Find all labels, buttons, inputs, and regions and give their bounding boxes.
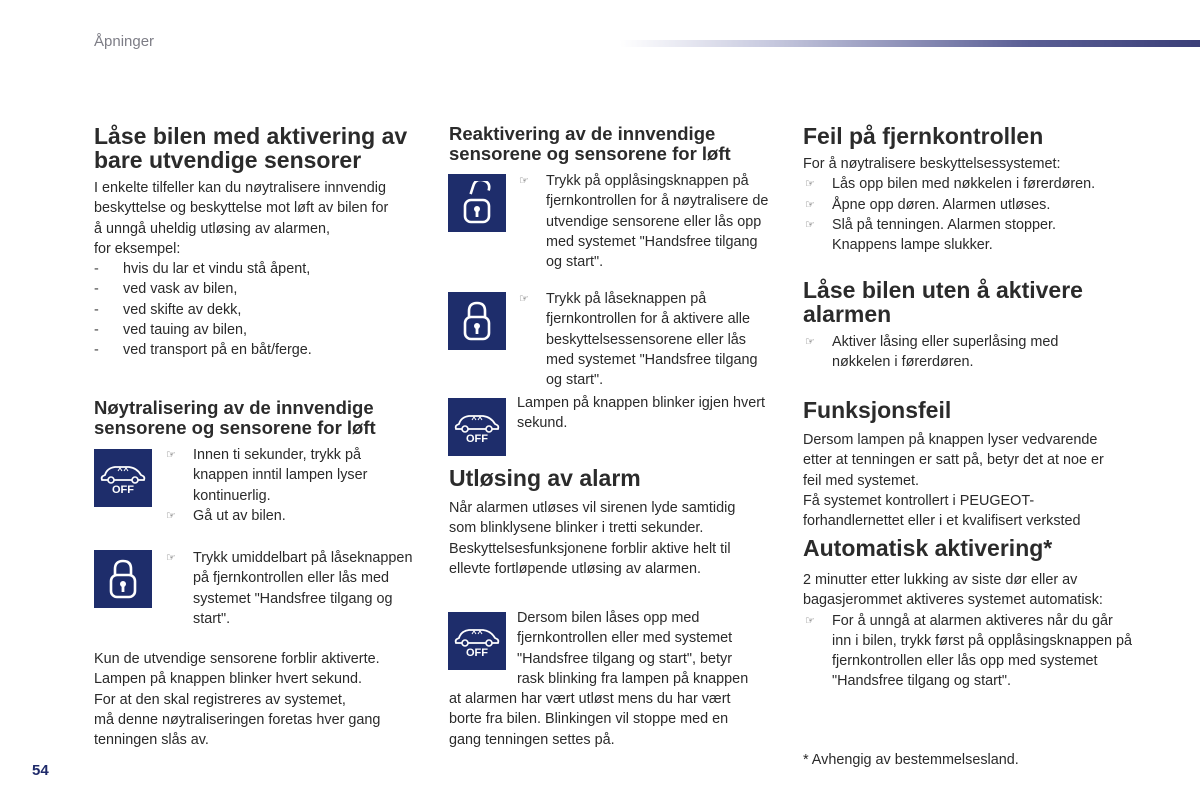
list-item: - ved tauing av bilen,: [94, 322, 248, 339]
col3-remote-title: Feil på fjernkontrollen: [803, 123, 1044, 149]
col3-footnote: * Avhengig av bestemmelsesland.: [803, 752, 1019, 768]
list-item: ☞ Trykk umiddelbart på låseknappen på fjernkontrollen eller lås med systemet "Handsfree tilgang og start".: [166, 550, 413, 627]
unlock-icon: [448, 174, 506, 232]
list-item: ☞ Gå ut av bilen.: [166, 507, 286, 524]
page-number: 54: [32, 762, 49, 779]
lock-icon: [448, 292, 506, 350]
off-label: OFF: [466, 433, 488, 445]
col2-locked-bottom: at alarmen har vært utløst mens du har vært borte fra bilen. Blinkingen vil stoppe med en gang tenningen settes på.: [449, 691, 731, 748]
list-item: ☞ Innen ti sekunder, trykk på knappen inntil lampen lyser kontinuerlig.: [166, 447, 368, 504]
list-item: ☞ Aktiver låsing eller superlåsing med nøkkelen i førerdøren.: [805, 334, 1059, 371]
alarm-off-icon: [94, 449, 152, 507]
list-item: ☞ Trykk på opplåsingsknappen på fjernkontrollen for å nøytralisere de utvendige sensorene eller lås opp med systemet "Handsfree tilgang og start".: [519, 173, 769, 271]
section-header: Åpninger: [94, 33, 155, 50]
list-item: - ved transport på en båt/ferge.: [94, 342, 312, 359]
list-item: - ved skifte av dekk,: [94, 301, 242, 318]
col3-auto-title: Automatisk aktivering*: [803, 535, 1053, 561]
col1-steps1: [164, 445, 404, 526]
col3-fault-title: Funksjonsfeil: [803, 397, 952, 423]
off-label: OFF: [466, 647, 488, 659]
col2-subtitle: Reaktivering av de innvendige sensorene og sensorene for løft: [449, 123, 731, 164]
col3-remote-body: For å nøytralisere beskyttelsessystemet: ☞ Lås opp bilen med nøkkelen i førerdøren. ☞ Åpne opp døren. Alarmen utløses. ☞ Slå på tenningen. Alarmen stopper. Knappens lampe slukker.: [803, 154, 1143, 255]
col3-lock-body: [803, 332, 1103, 373]
list-item: - ved vask av bilen,: [94, 281, 238, 298]
lock-icon: [94, 550, 152, 608]
alarm-off-icon: [448, 612, 506, 670]
col3-lock-title: Låse bilen uten å aktivere alarmen: [803, 277, 1083, 327]
col3-auto-body: 2 minutter etter lukking av siste dør eller av bagasjerommet aktiveres systemet automatisk: ☞ For å unngå at alarmen aktiveres når du går inn i bilen, trykk først på opplåsingsknappen på fjernkontrollen eller lås opp med systemet "Handsfree tilgang og start".: [803, 570, 1143, 692]
col2-locked-top: Dersom bilen låses opp med fjernkontrollen eller med systemet "Handsfree tilgang og start", betyr rask blinking fra lampen på knappen: [517, 610, 749, 687]
list-item: ☞ Slå på tenningen. Alarmen stopper. Knappens lampe slukker.: [805, 216, 1057, 254]
off-label: OFF: [112, 484, 134, 496]
list-item: ☞ Åpne opp døren. Alarmen utløses.: [805, 196, 1051, 213]
list-item: ☞ Lås opp bilen med nøkkelen i førerdøren.: [805, 176, 1096, 193]
alarm-off-icon: [448, 398, 506, 456]
examples-list: [94, 259, 424, 360]
col2-alarm-title: Utløsing av alarm: [449, 465, 641, 491]
list-item: - hvis du lar et vindu stå åpent,: [94, 261, 311, 278]
col2-alarm-text: Når alarmen utløses vil sirenen lyde samtidig som blinklysene blinker i tretti sekunder. Beskyttelsesfunksjonene forblir aktive helt til ellevte fortløpende utløsing av alarmen.: [449, 500, 736, 577]
col1-title: Låse bilen med aktivering av bare utvendige sensorer: [94, 123, 408, 173]
list-item: ☞ For å unngå at alarmen aktiveres når du går inn i bilen, trykk først på opplåsingsknappen på fjernkontrollen eller lås opp med systemet "Handsfree tilgang og start".: [805, 612, 1132, 690]
list-item: ☞ Trykk på låseknappen på fjernkontrollen for å aktivere alle beskyttelsessensorene eller lås med systemet "Handsfree tilgang og start".: [519, 291, 758, 389]
col1-subtitle: Nøytralisering av de innvendige sensorene og sensorene for løft: [94, 397, 376, 438]
col2-lamp-note: Lampen på knappen blinker igjen hvert sekund.: [517, 395, 766, 432]
col1-intro: I enkelte tilfeller kan du nøytralisere innvendig beskyttelse og beskyttelse mot løft av bilen for å unngå uheldig utløsing av alarmen, for eksempel: - hvis du lar et vindu stå åpent, - ved vask av bilen, - ved skifte av dekk, - ved tauing av bilen, - ved transport på en båt/ferge.: [94, 178, 424, 361]
col2-step-unlock: [517, 171, 777, 272]
header-gradient-bar: [620, 40, 1200, 47]
col3-fault-body: Dersom lampen på knappen lyser vedvarende etter at tenningen er satt på, betyr det at noe er feil med systemet. Få systemet kontrollert i PEUGEOT- forhandlernettet eller i et kvalifisert verksted: [803, 432, 1104, 530]
col2-step-lock: [517, 289, 777, 390]
col1-steps2: [164, 548, 414, 629]
col1-closing: Kun de utvendige sensorene forblir aktiverte. Lampen på knappen blinker hvert sekund. For at den skal registreres av systemet, må denne nøytraliseringen foretas hver gang tenningen slås av.: [94, 651, 381, 749]
